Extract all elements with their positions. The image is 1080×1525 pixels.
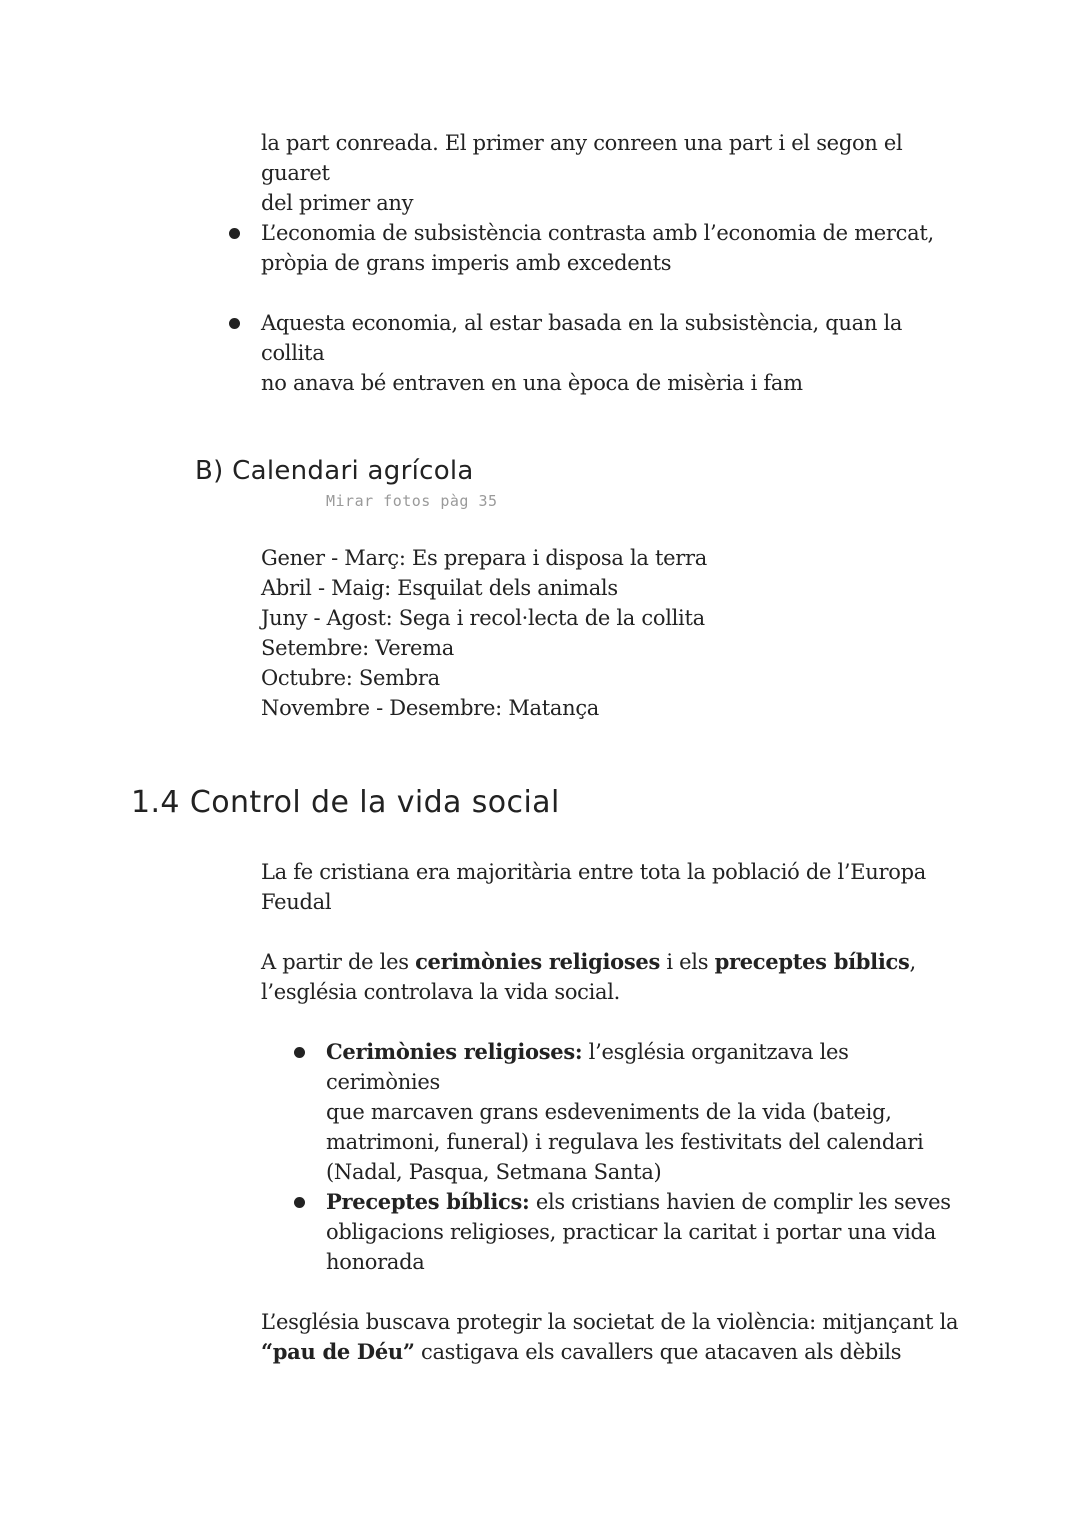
bold-term: Preceptes bíblics: — [326, 1189, 530, 1214]
continuation-paragraph — [261, 128, 961, 218]
bullet-icon — [294, 1197, 305, 1208]
text-line: A partir de les cerimònies religioses i els preceptes bíblics, — [261, 949, 916, 974]
text-line: l’església controlava la vida social. — [261, 980, 621, 1004]
calendar-item: Setembre: Verema — [261, 636, 455, 660]
text-line: L’església buscava protegir la societat de la violència: mitjançant la — [261, 1310, 959, 1334]
text-line: que marcaven grans esdeveniments de la vida (bateig, — [326, 1100, 892, 1124]
text-line: pròpia de grans imperis amb excedents — [261, 251, 672, 275]
bold-term: “pau de Déu” — [261, 1339, 415, 1364]
bold-term: cerimònies religioses — [415, 949, 660, 974]
bullet-icon — [229, 228, 240, 239]
text-line: Feudal — [261, 890, 332, 914]
text-line: no anava bé entraven en una època de misèria i fam — [261, 371, 803, 395]
list-item — [261, 308, 961, 398]
calendar-item: Octubre: Sembra — [261, 666, 440, 690]
calendar-item: Gener - Març: Es prepara i disposa la terra — [261, 546, 707, 570]
text-line: L’economia de subsistència contrasta amb l’economia de mercat, — [261, 221, 934, 245]
bold-term: Cerimònies religioses: — [326, 1039, 583, 1064]
list-item — [261, 218, 961, 278]
calendar-list — [261, 543, 961, 723]
calendar-item: Juny - Agost: Sega i recol·lecta de la collita — [261, 606, 705, 630]
paragraph — [261, 857, 961, 917]
text-line: Cerimònies religioses: l’església organitzava les cerimònies — [326, 1039, 849, 1094]
bullet-icon — [294, 1047, 305, 1058]
bullet-icon — [229, 318, 240, 329]
list-item — [326, 1037, 966, 1187]
text-line: honorada — [326, 1250, 425, 1274]
calendar-item: Abril - Maig: Esquilat dels animals — [261, 576, 618, 600]
list-item — [326, 1187, 966, 1277]
text-line: obligacions religioses, practicar la caritat i portar una vida — [326, 1220, 936, 1244]
text-line: La fe cristiana era majoritària entre tota la població de l’Europa — [261, 860, 926, 884]
section-title: 1.4 Control de la vida social — [131, 785, 560, 820]
photo-note: Mirar fotos pàg 35 — [326, 492, 498, 510]
closing-paragraph — [261, 1307, 961, 1367]
text-line: matrimoni, funeral) i regulava les festivitats del calendari — [326, 1130, 924, 1154]
text-line: “pau de Déu” castigava els cavallers que atacaven als dèbils — [261, 1339, 902, 1364]
text-line: Preceptes bíblics: els cristians havien de complir les seves — [326, 1189, 951, 1214]
bold-term: preceptes bíblics — [714, 949, 910, 974]
text-line: del primer any — [261, 191, 414, 215]
calendar-item: Novembre - Desembre: Matança — [261, 696, 600, 720]
text-line: la part conreada. El primer any conreen una part i el segon el guaret — [261, 131, 903, 185]
text-line: Aquesta economia, al estar basada en la subsistència, quan la collita — [261, 311, 903, 365]
section-heading: B) Calendari agrícola — [195, 456, 474, 486]
paragraph — [261, 947, 961, 1007]
text-line: (Nadal, Pasqua, Setmana Santa) — [326, 1160, 662, 1184]
